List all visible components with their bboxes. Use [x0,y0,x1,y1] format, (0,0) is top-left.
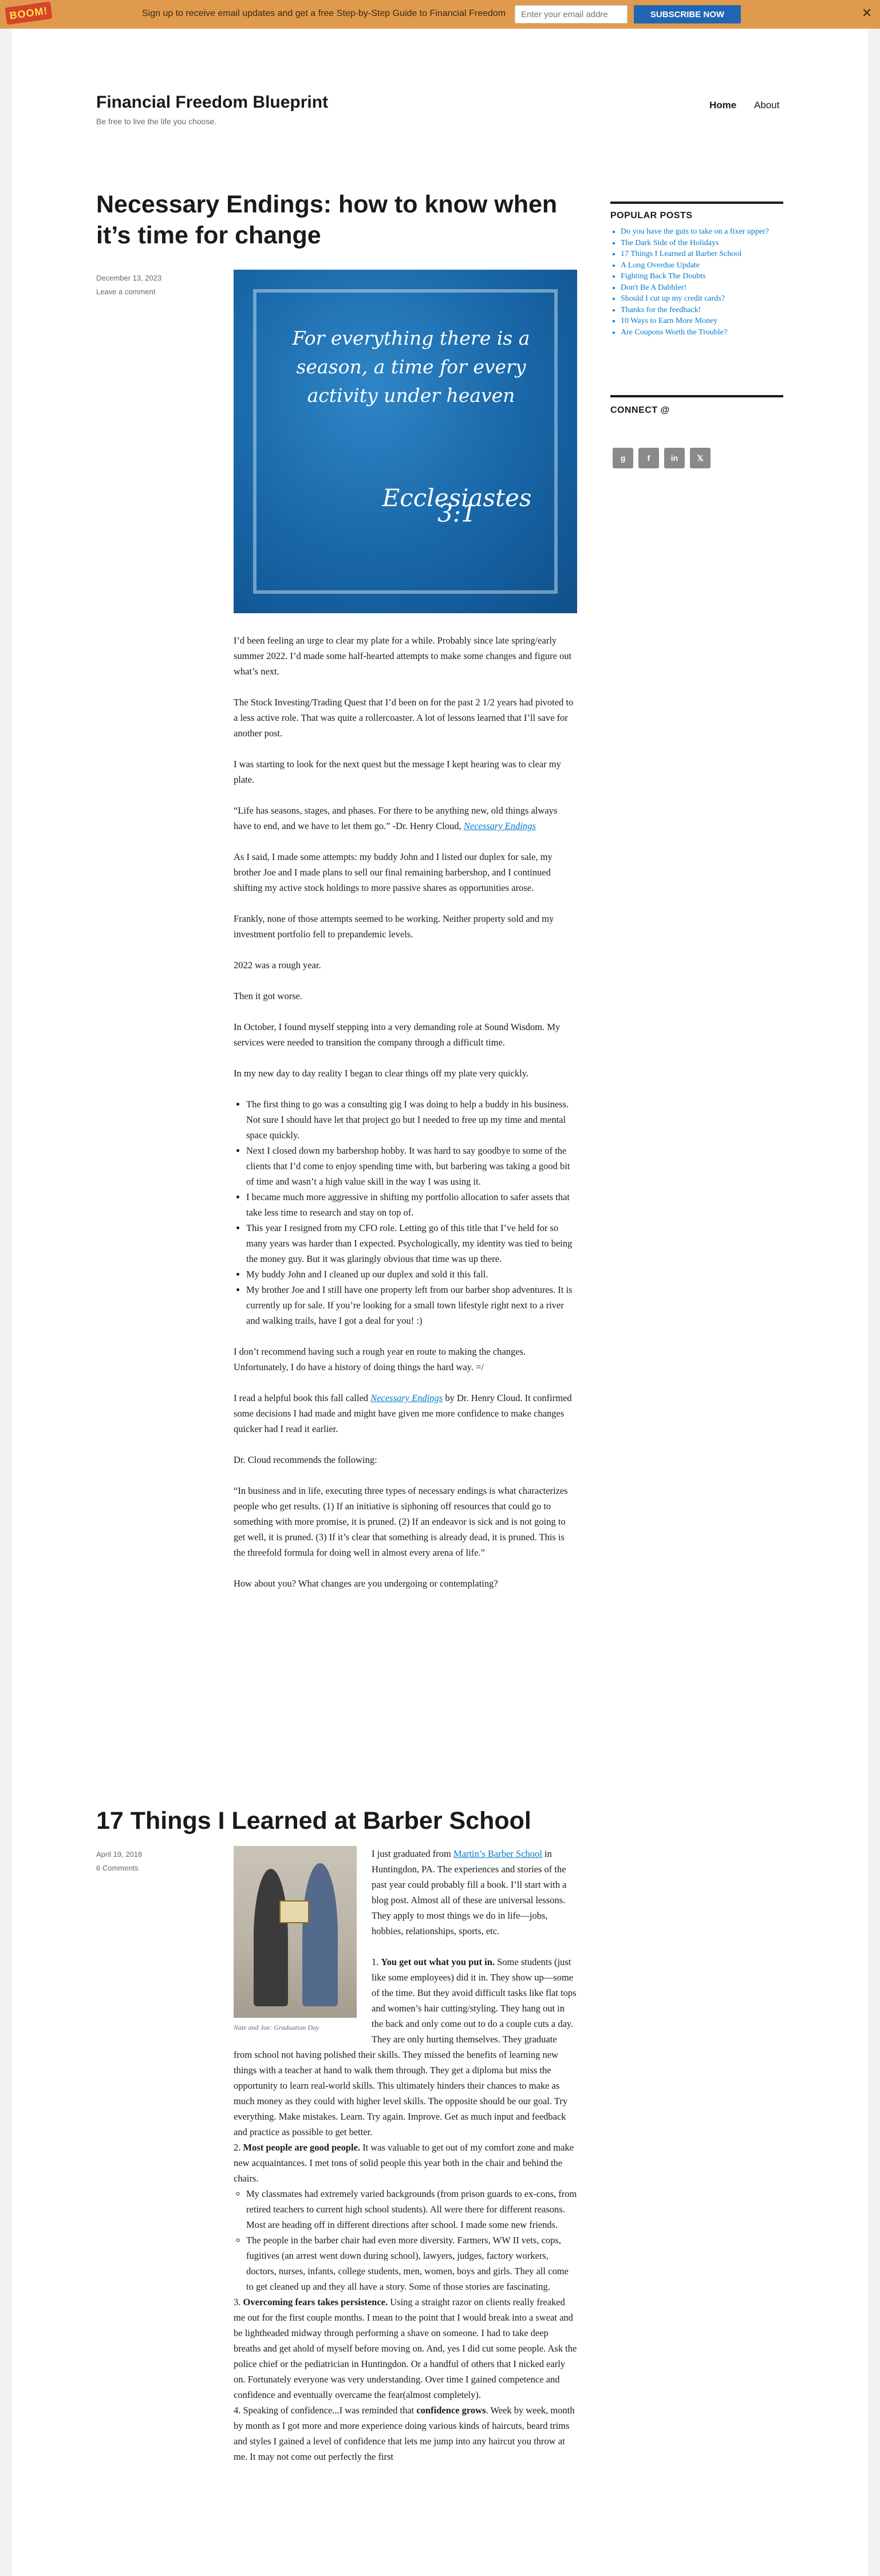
lesson-text: . Week by week, month by month as I got more and more experience doing various kinds of haircuts, beard trims and styles I gained a level of confidence that lets me jump into any haircut you throw at me. It may not come out perfectly the first [234,2405,575,2462]
linkedin-icon[interactable]: in [664,448,685,468]
lesson-text: Speaking of confidence...I was reminded that [243,2405,417,2416]
site-title[interactable]: Financial Freedom Blueprint [96,93,329,112]
popular-post-item[interactable] [621,226,783,238]
popular-post-item[interactable] [621,282,783,294]
popular-post-item[interactable] [621,305,783,316]
list-item [234,2294,577,2403]
facebook-icon[interactable]: f [638,448,659,468]
quote: “In business and in life, executing three types of necessary endings is what characterizes people who get results. (1) If an initiative is siphoning off resources that could go to something with more promise, it is pruned. (2) If an endeavor is sick and is not going to get well, it is pruned. (3) If it’s clear that something is already dead, it is pruned. This is the threefold formula for doing well in almost every arena of life.” [234,1485,568,1558]
paragraph: The Stock Investing/Trading Quest that I’d been on for the past 2 1/2 years had pivoted to a less active role. That was quite a rollercoaster. A lot of lessons learned that I’ll save for another post. [234,697,574,739]
post-title[interactable]: Necessary Endings: how to know when it’s time for change [96,191,558,249]
quote-text: “Life has seasons, stages, and phases. For there to be anything new, old things always have to end, and we have to let them go.” -Dr. Henry Cloud, [234,805,558,831]
sidebar-rule [610,395,783,397]
graduation-photo [234,1846,357,2035]
connect-heading: CONNECT @ [610,405,670,415]
list-item: • Next I closed down my barbershop hobby. It was hard to say goodbye to some of the clients that I’d come to enjoy spending time with, but barbering was taking a good bit of time and wasn’t a high value skill in the way I was using it. [246,1143,577,1189]
popular-post-link[interactable]: Do you have the guts to take on a fixer upper? [621,227,769,236]
x-icon[interactable]: 𝕏 [690,448,711,468]
paragraph: I’d been feeling an urge to clear my plate for a while. Probably since late spring/early summer 2022. I’d made some half-hearted attempts to make some changes and figure out what’s next. [234,635,572,677]
paragraph: Then it got worse. [234,991,303,1001]
person-figure [254,1869,288,2006]
popular-post-item[interactable] [621,293,783,305]
list-item: ◦ The people in the barber chair had even more diversity. Farmers, WW II vets, cops, fugitives (an arrest went down during school), lawyers, judges, factory workers, doctors, nurses, infants, college students, men, women, boys and girls. They all come to get cleaned up and they all have a story. Some of those stories are fascinating. [246,2232,577,2294]
nav-home[interactable]: Home [709,100,737,111]
featured-image [234,270,577,613]
post-title[interactable]: 17 Things I Learned at Barber School [96,1807,531,1835]
quote [234,803,577,834]
image-quote: For everything there is a season, a time for every activity under heaven [292,327,530,407]
post-content [234,270,577,1607]
popular-post-link[interactable]: Thanks for the feedback! [621,305,701,314]
post-date[interactable]: April 19, 2018 [96,1850,143,1859]
lesson-title: You get out what you put in. [381,1956,495,1967]
email-input[interactable] [515,5,628,23]
list-item: ◦ My classmates had extremely varied backgrounds (from prison guards to ex-cons, from retired teachers to current high school students). All were there for different reasons. Most are heading off in different directions after school. I made some new friends. [246,2186,577,2232]
promo-logo: BOOM! [5,2,52,25]
popular-post-item[interactable] [621,327,783,338]
lesson-text: Some students (just like some employees) did it in. They show up—some of the time. But they avoid difficult tasks like flat tops and women’s hair cutting/styling. They hang out in the back and only come out to do a couple cuts a day. They are only hurting themselves. They graduate from school not having polished their skills. They missed the benefits of learning new things with a teacher at hand to walk them through. They get a diploma but miss the opportunity to learn real-world skills. This ultimately hinders their chances to make as much money as they could with higher level skills. The opposite should be our goal. Try everything. Make mistakes. Learn. Try again. Improve. Get as much input and feedback and practice as possible to get better. [234,1956,577,2137]
photo-caption: Nate and Joe: Graduation Day [234,2023,319,2031]
comments-link[interactable]: Leave a comment [96,287,156,296]
subscribe-button[interactable]: SUBSCRIBE NOW [634,5,741,23]
list-item: • The first thing to go was a consulting gig I was doing to help a buddy in his business. Not sure I should have let that project go but I needed to free up my time and mental space quickly. [246,1096,577,1143]
sidebar-rule [610,202,783,204]
book-link[interactable]: Necessary Endings [370,1392,443,1403]
paragraph: In my new day to day reality I began to clear things off my plate very quickly. [234,1068,529,1079]
site-description: Be free to live the life you choose. [96,117,217,126]
page [12,29,868,2576]
paragraph: How about you? What changes are you undergoing or contemplating? [234,1578,498,1589]
text: in Huntingdon, PA. The experiences and stories of the past year could probably fill a book. I’ll start with a blog post. Almost all of these are universal lessons. They apply to most things we do in life—jobs, hobbies, relationships, sports, etc. [372,1848,567,1936]
paragraph: I was starting to look for the next quest but the message I kept hearing was to clear my plate. [234,759,561,785]
diploma [279,1900,309,1923]
paragraph: As I said, I made some attempts: my buddy John and I listed our duplex for sale, my brother Joe and I made plans to sell our final remaining barbershop, and I continued shifting my active stock holdings to more passive shares as opportunities arose. [234,851,553,893]
lesson-title: Overcoming fears takes persistence. [243,2297,388,2307]
popular-post-link[interactable]: Are Coupons Worth the Trouble? [621,328,728,337]
nav-about[interactable]: About [754,100,780,111]
popular-post-item[interactable] [621,315,783,327]
popular-post-item[interactable] [621,248,783,260]
book-link[interactable]: Necessary Endings [463,820,536,831]
lesson-title: Most people are good people. [243,2142,361,2153]
popular-post-link[interactable]: Fighting Back The Doubts [621,272,706,281]
popular-post-link[interactable]: 10 Ways to Earn More Money [621,317,718,325]
school-link[interactable]: Martin’s Barber School [453,1848,542,1859]
popular-post-link[interactable]: 17 Things I Learned at Barber School [621,250,742,258]
photo-image [234,1846,357,2018]
paragraph: Dr. Cloud recommends the following: [234,1454,377,1465]
popular-post-link[interactable]: A Long Overdue Update [621,261,700,270]
post-content [234,1846,577,2480]
popular-post-link[interactable]: Don't Be A Dabbler! [621,283,686,292]
list-item: • This year I resigned from my CFO role. Letting go of this title that I’ve held for so many years was harder than I expected. Psychologically, my identity was tied to being the money guy. But it was glaringly obvious that time was up there. [246,1220,577,1267]
popular-posts-heading: POPULAR POSTS [610,211,693,220]
post-date[interactable]: December 13, 2023 [96,274,162,282]
paragraph: Frankly, none of those attempts seemed to be working. Neither property sold and my investment portfolio fell to prepandemic levels. [234,913,554,940]
paragraph: I don’t recommend having such a rough year en route to making the changes. Unfortunately, I do have a history of doing things the hard way. =/ [234,1346,526,1372]
promo-message: Sign up to receive email updates and get a free Step-by-Step Guide to Financial Freedom [142,9,506,18]
lesson-text: Using a straight razor on clients really freaked me out for the first couple months. I mean to the point that I would break into a sweat and be lightheaded midway through performing a shave on someone. I had to take deep breaths and get ahold of myself before moving on. And, yes I did cut some people. Ask the police chief or the pediatrician in Huntingdon. Or a handful of others that I nicked early on. Fortunately everyone was very understanding. Over time I gained competence and confidence and eventually overcame the fear(almost completely). [234,2297,577,2400]
list-item: • I became much more aggressive in shifting my portfolio allocation to safer assets that take less time to research and stay on top of. [246,1189,577,1220]
lesson-text: It was valuable to get out of my comfort zone and make new acquaintances. I met tons of solid people this year both in the chair and behind the chairs. [234,2142,574,2184]
close-icon[interactable]: ✕ [861,6,873,21]
paragraph [234,1390,577,1437]
popular-post-link[interactable]: The Dark Side of the Holidays [621,238,719,247]
comments-link[interactable]: 6 Comments [96,1864,139,1872]
popular-post-item[interactable] [621,260,783,271]
text: I just graduated from [372,1848,453,1859]
sub-list [234,2186,577,2294]
list-item: • My brother Joe and I still have one property left from our barber shop adventures. It is currently up for sale. If you’re looking for a small town lifestyle right next to a river and walking trails, have I got a deal for you! :) [246,1282,577,1328]
popular-post-link[interactable]: Should I cut up my credit cards? [621,294,725,303]
text: by Dr. Henry Cloud. It confirmed some decisions I had made and might have given me more confidence to make changes quicker had I read it earlier. [234,1392,572,1434]
paragraph: In October, I found myself stepping into a very demanding role at Sound Wisdom. My services were needed to transition the company through a difficult time. [234,1021,561,1048]
changes-list [234,1096,577,1328]
lesson-title: confidence grows [416,2405,486,2416]
promo-bar [0,0,880,29]
goodreads-icon[interactable]: g [613,448,633,468]
list-item [234,2140,577,2294]
text: I read a helpful book this fall called [234,1392,371,1403]
popular-post-item[interactable] [621,271,783,282]
list-item: • My buddy John and I cleaned up our duplex and sold it this fall. [246,1267,577,1282]
popular-post-item[interactable] [621,238,783,249]
person-figure [302,1863,338,2006]
popular-posts-list [610,226,783,338]
image-reference: Ecclesiastes 3:1 [382,484,532,527]
paragraph: 2022 was a rough year. [234,960,321,971]
list-item [234,2403,577,2464]
